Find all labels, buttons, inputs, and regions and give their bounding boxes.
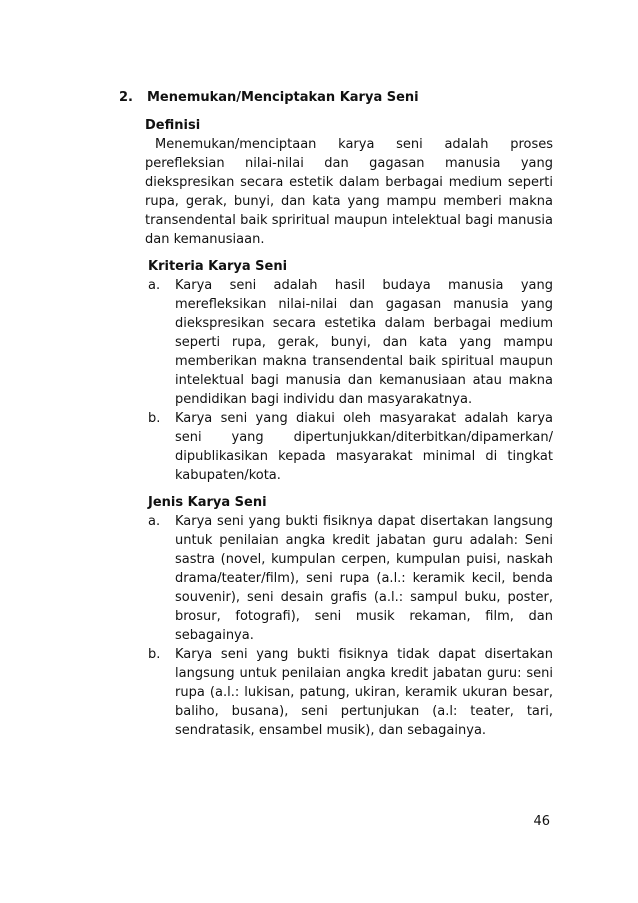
- list-item-text: Karya seni yang bukti fisiknya dapat disertakan langsung untuk penilaian angka kredit jabatan guru adalah: Seni sastra (novel, kumpulan cerpen, kumpulan puisi, naskah drama/teater/film), seni rupa (a.l.: keramik kecil, benda souvenir), seni desain grafis (a.l.: sampul buku, poster, brosur, fotografi), seni musik rekaman, film, dan sebagainya.: [175, 514, 553, 643]
- jenis-block: [145, 493, 553, 740]
- page-number: 46: [533, 814, 550, 829]
- section-heading: [119, 88, 419, 108]
- list-item-label: b.: [148, 647, 161, 662]
- list-item: [148, 409, 553, 485]
- section-title: Menemukan/Menciptakan Karya Seni: [147, 90, 419, 105]
- list-item: [148, 512, 553, 645]
- kriteria-title: Kriteria Karya Seni: [148, 259, 288, 274]
- kriteria-block: [145, 257, 553, 485]
- section-content: [145, 116, 553, 740]
- definisi-block: [145, 116, 553, 249]
- list-item-text: Karya seni yang diakui oleh masyarakat adalah karya seni yang dipertunjukkan/diterbitkan/dipamerkan/ dipublikasikan kepada masyarakat minimal di tingkat kabupaten/kota.: [175, 411, 553, 483]
- definisi-title: Definisi: [145, 118, 201, 133]
- list-item: [148, 645, 553, 740]
- list-item-text: Karya seni yang bukti fisiknya tidak dapat disertakan langsung untuk penilaian angka kredit jabatan guru: seni rupa (a.l.: lukisan, patung, ukiran, keramik ukuran besar, baliho, busana), seni pertunjukan (a.l: teater, tari, sendratasik, ensambel musik), dan sebagainya.: [175, 647, 553, 738]
- list-item-text: Karya seni adalah hasil budaya manusia yang merefleksikan nilai-nilai dan gagasan manusia yang diekspresikan secara estetika dalam berbagai medium seperti rupa, gerak, bunyi, dan kata yang mampu memberikan makna transendental baik spiritual maupun intelektual bagi manusia dan kemanusiaan atau makna pendidikan bagi individu dan masyarakatnya.: [175, 278, 553, 407]
- list-item-label: b.: [148, 411, 161, 426]
- list-item: [148, 276, 553, 409]
- section-number: 2.: [119, 90, 133, 105]
- list-item-label: a.: [148, 514, 161, 529]
- jenis-title: Jenis Karya Seni: [148, 495, 267, 510]
- list-item-label: a.: [148, 278, 161, 293]
- definisi-paragraph: Menemukan/menciptaan karya seni adalah proses perefleksian nilai-nilai dan gagasan manusia yang diekspresikan secara estetik dalam berbagai medium seperti rupa, gerak, bunyi, dan kata yang mampu memberi makna transendental baik spriritual maupun intelektual bagi manusia dan kemanusiaan.: [145, 137, 553, 247]
